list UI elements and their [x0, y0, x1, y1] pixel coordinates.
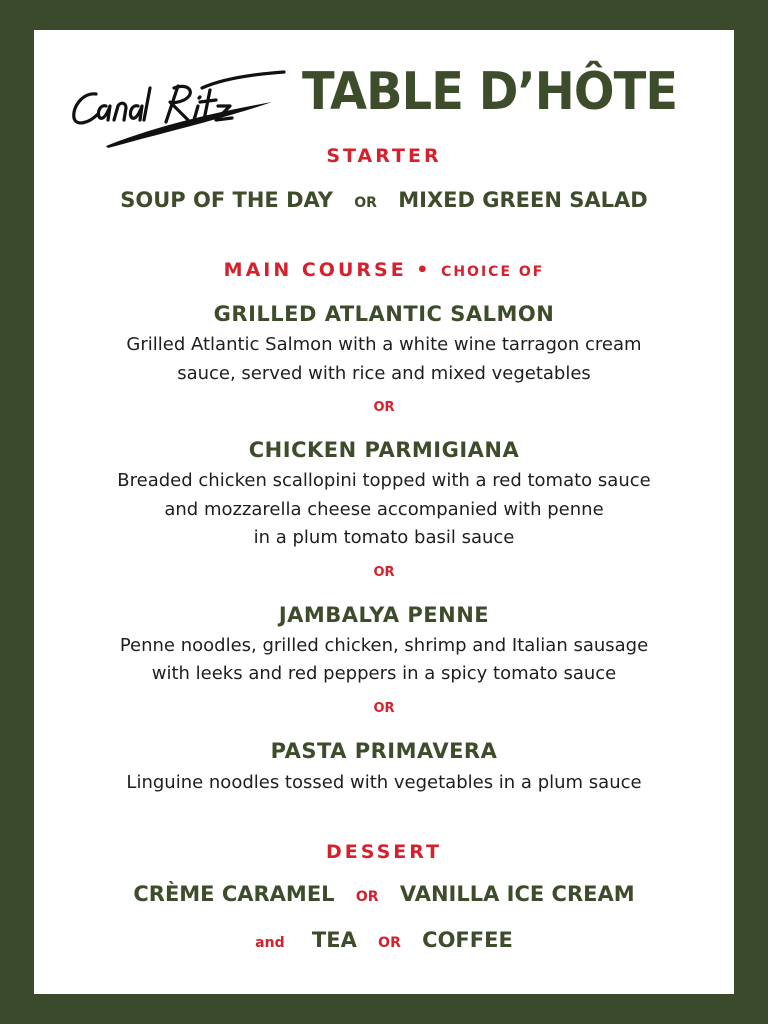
and-label: and [255, 935, 285, 951]
main-course-label: MAIN COURSE • [223, 259, 432, 281]
canal-ritz-logo [66, 66, 290, 150]
or-separator: OR [373, 400, 395, 415]
dish-description-line: and mozzarella cheese accompanied with penne [164, 499, 604, 520]
or-separator: OR [373, 565, 395, 580]
starter-or: OR [354, 195, 377, 211]
page-title: TABLE D’HÔTE [302, 62, 678, 122]
dish-description-line: Breaded chicken scallopini topped with a red tomato sauce [117, 470, 651, 491]
choice-of-label: CHOICE OF [441, 264, 545, 280]
drink-option-tea: TEA [311, 928, 357, 952]
dish-name: CHICKEN PARMIGIANA [248, 438, 520, 462]
starter-option-soup: SOUP OF THE DAY [120, 188, 333, 212]
starter-options [34, 186, 734, 217]
dish-description-line: with leeks and red peppers in a spicy tomato sauce [151, 663, 617, 684]
dish-description-line: Linguine noodles tossed with vegetables in a plum sauce [126, 772, 642, 793]
dessert-option-creme-caramel: CRÈME CARAMEL [133, 882, 335, 906]
dish-name: GRILLED ATLANTIC SALMON [213, 302, 555, 326]
main-course-heading [34, 258, 734, 284]
drink-or: OR [378, 935, 401, 951]
dish-description-line: sauce, served with rice and mixed vegetables [177, 363, 591, 384]
dish-description-line: Penne noodles, grilled chicken, shrimp and Italian sausage [119, 635, 649, 656]
dish-description-line: Grilled Atlantic Salmon with a white wine tarragon cream [126, 334, 642, 355]
or-separator: OR [373, 701, 395, 716]
dessert-heading: DESSERT [326, 841, 442, 863]
starter-option-salad: MIXED GREEN SALAD [398, 188, 648, 212]
menu-card [34, 30, 734, 994]
dessert-or: OR [355, 889, 379, 905]
dessert-option-ice-cream: VANILLA ICE CREAM [399, 882, 635, 906]
dish-name: JAMBALYA PENNE [278, 603, 490, 627]
starter-heading: STARTER [326, 145, 442, 167]
dish-description-line: in a plum tomato basil sauce [253, 527, 515, 548]
drink-options [34, 926, 734, 957]
dish-name: PASTA PRIMAVERA [270, 739, 498, 763]
drink-option-coffee: COFFEE [422, 928, 513, 952]
dessert-options [34, 880, 734, 911]
